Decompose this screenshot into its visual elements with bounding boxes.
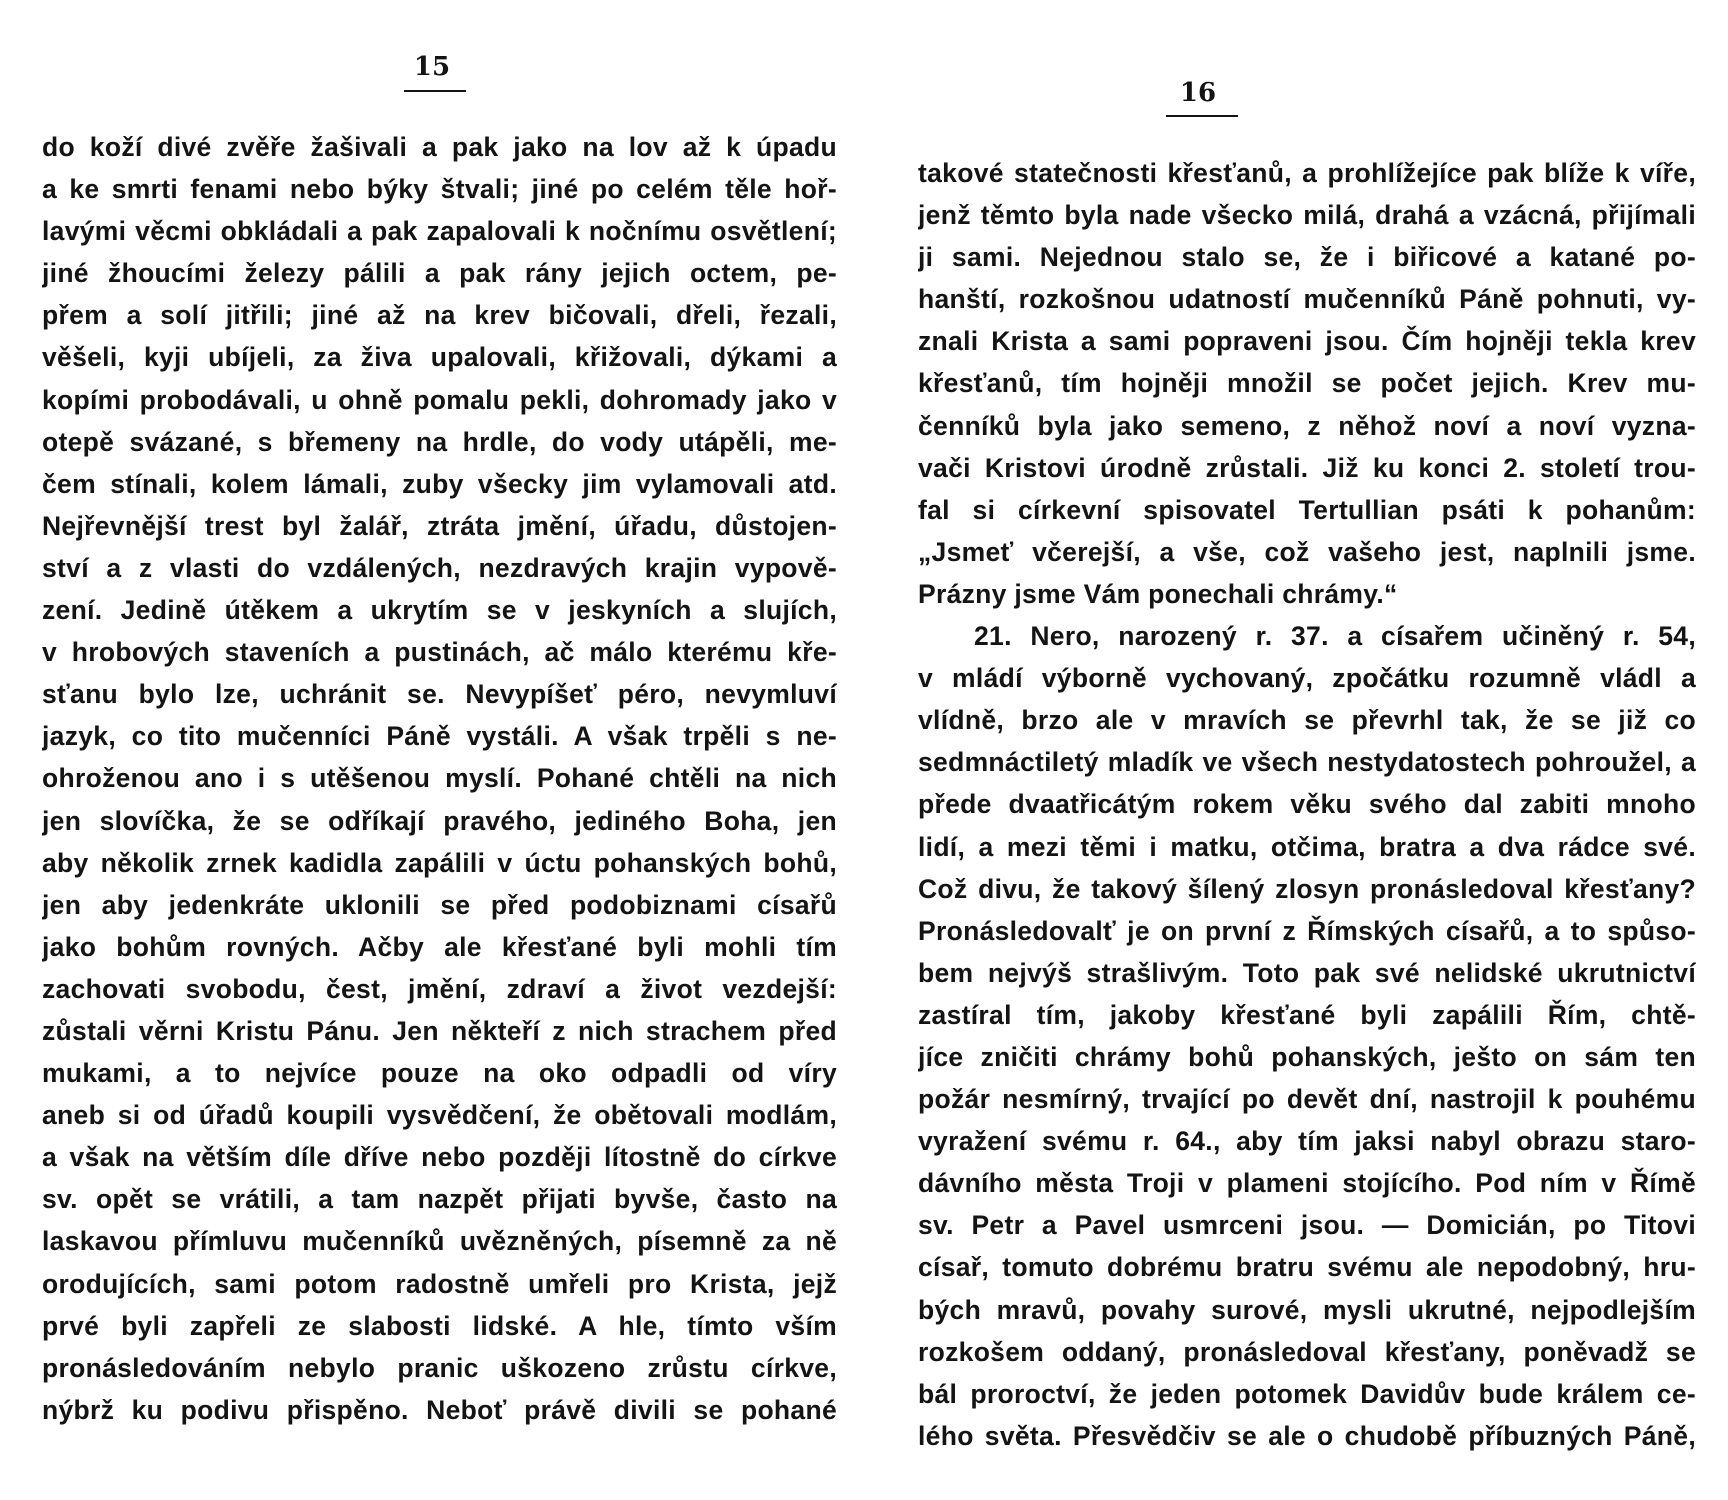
text-line: vači Kristovi úrodně zrůstali. Již ku konci 2. století trou- (918, 452, 1696, 483)
text-line: otepě svázané, s břemeny na hrdle, do vody utápěli, me- (42, 426, 837, 457)
text-line: zachovati svobodu, čest, jmění, zdraví a život vezdejší: (42, 973, 837, 1004)
text-line: lidí, a mezi těmi i matku, otčima, bratra a dva rádce své. (918, 831, 1696, 862)
text-line: fal si církevní spisovatel Tertullian psáti k pohanům: (918, 494, 1696, 525)
text-line: a ke smrti fenami nebo býky štvali; jiné po celém těle hoř- (42, 174, 837, 205)
text-line: laskavou přímluvu mučenníků uvězněných, písemně za ně (42, 1226, 837, 1257)
text-line: přem a solí jitřili; jiné až na krev bičovali, dřeli, řezali, (42, 300, 837, 331)
text-line: v mládí výborně vychovaný, zpočátku rozumně vládl a (918, 663, 1696, 694)
text-line: přede dvaatřicátým rokem věku svého dal zabiti mnoho (918, 789, 1696, 820)
text-line: bem nejvýš strašlivým. Toto pak své nelidské ukrutnictví (918, 957, 1696, 988)
page-body-text (42, 126, 837, 1431)
page-number: 15 (413, 52, 451, 82)
text-line: 21. Nero, narozený r. 37. a císařem učiněný r. 54, (974, 621, 1696, 652)
text-line: vyražení svému r. 64., aby tím jaksi nabyl obrazu staro- (918, 1126, 1696, 1157)
text-line: Což divu, že takový šílený zlosyn pronásledoval křesťany? (918, 873, 1696, 904)
text-line: sedmnáctiletý mladík ve všech nestydatostech pohroužel, a (918, 747, 1696, 778)
text-line: lavými věcmi obkládali a pak zapalovali k nočnímu osvětlení; (42, 216, 837, 247)
text-line: čem stínali, kolem lámali, zuby všecky jim vylamovali atd. (42, 468, 837, 499)
text-line: orodujících, sami potom radostně umřeli pro Krista, jejž (42, 1268, 837, 1299)
text-line: sv. opět se vrátili, a tam nazpět přijati byvše, často na (42, 1184, 837, 1215)
text-line: hanští, rozkošnou udatností mučenníků Páně pohnuti, vy- (918, 284, 1696, 315)
page-number: 16 (1179, 78, 1217, 108)
text-line: ohroženou ano i s utěšenou myslí. Pohané chtěli na nich (42, 763, 837, 794)
text-line: bál proroctví, že jeden potomek Davidův bude králem ce- (918, 1378, 1696, 1409)
text-line: rozkošem oddaný, pronásledoval křesťany, poněvadž se (918, 1336, 1696, 1367)
text-line: jenž těmto byla nade všecko milá, drahá a vzácná, přijímali (918, 200, 1696, 231)
text-line: křesťanů, tím hojněji množil se počet jejich. Krev mu- (918, 368, 1696, 399)
text-line: císař, tomuto dobrému bratru svému ale nepodobný, hru- (918, 1252, 1696, 1283)
text-line: Pronásledovalť je on první z Římských císařů, a to spůso- (918, 915, 1696, 946)
text-line: čenníků byla jako semeno, z něhož noví a noví vyzna- (918, 410, 1696, 441)
text-line: jen slovíčka, že se odříkají pravého, jediného Boha, jen (42, 805, 837, 836)
text-line: Prázny jsme Vám ponechali chrámy.“ (918, 578, 1398, 609)
text-line: ství a z vlasti do vzdálených, nezdravých krajin vypově- (42, 552, 837, 583)
page-number-rule (404, 90, 466, 92)
text-line: vlídně, brzo ale v mravích se převrhl tak, že se již co (918, 705, 1696, 736)
text-line: zastíral tím, jakoby křesťané byli zapálili Řím, chtě- (918, 999, 1696, 1030)
text-line: jazyk, co tito mučenníci Páně vystáli. A však trpěli s ne- (42, 721, 837, 752)
text-line: lého světa. Přesvědčiv se ale o chudobě příbuzných Páně, (918, 1420, 1696, 1451)
text-line: dávního města Troji v plameni stojícího. Pod ním v Římě (918, 1168, 1696, 1199)
text-line: zení. Jedině útěkem a ukrytím se v jeskyních a slujích, (42, 595, 837, 626)
text-line: nýbrž ku podivu přispěno. Neboť právě divili se pohané (42, 1394, 837, 1425)
text-line: ji sami. Nejednou stalo se, že i biřicové a katané po- (918, 242, 1696, 273)
page-number-rule (1166, 115, 1238, 117)
text-line: bých mravů, povahy surové, mysli ukrutné, nejpodlejším (918, 1294, 1696, 1325)
text-line: zůstali věrni Kristu Pánu. Jen někteří z nich strachem před (42, 1015, 837, 1046)
text-line: do koží divé zvěře žašivali a pak jako na lov až k úpadu (42, 132, 837, 162)
text-line: v hrobových staveních a pustinách, ač málo kterému kře- (42, 637, 837, 668)
text-line: jako bohům rovných. Ačby ale křesťané byli mohli tím (42, 931, 837, 962)
text-line: aneb si od úřadů koupili vysvědčení, že obětovali modlám, (42, 1100, 837, 1131)
text-line: prvé byli zapřeli ze slabosti lidské. A hle, tímto vším (42, 1310, 837, 1341)
text-line: jíce zničiti chrámy bohů pohanských, ješto on sám ten (918, 1041, 1696, 1072)
text-line: jiné žhoucími železy pálili a pak rány jejich octem, pe- (42, 258, 837, 289)
text-line: „Jsmeť včerejší, a vše, což vašeho jest, naplnili jsme. (918, 536, 1696, 567)
text-line: aby několik zrnek kadidla zapálili v úctu pohanských bohů, (42, 847, 837, 878)
text-line: a však na větším díle dříve nebo později lítostně do církve (42, 1142, 837, 1173)
text-line: požár nesmírný, trvající po devět dní, nastrojil k pouhému (918, 1084, 1696, 1115)
page-body-text (918, 152, 1696, 1457)
text-line: znali Krista a sami popraveni jsou. Čím hojněji tekla krev (918, 326, 1696, 357)
text-line: jen aby jedenkráte uklonili se před podobiznami císařů (42, 889, 837, 920)
text-line: Nejřevnější trest byl žalář, ztráta jmění, úřadu, důstojen- (42, 510, 837, 541)
text-line: takové statečnosti křesťanů, a prohlížejíce pak blíže k víře, (918, 158, 1696, 188)
text-line: věšeli, kyji ubíjeli, za živa upalovali, křižovali, dýkami a (42, 342, 837, 373)
text-line: sv. Petr a Pavel usmrceni jsou. — Domicián, po Titovi (918, 1210, 1696, 1241)
text-line: kopími probodávali, u ohně pomalu pekli, dohromady jako v (42, 384, 837, 415)
text-line: mukami, a to nejvíce pouze na oko odpadli od víry (42, 1058, 837, 1089)
text-line: pronásledováním nebylo pranic uškozeno zrůstu církve, (42, 1352, 837, 1383)
text-line: sťanu bylo lze, uchránit se. Nevypíšeť péro, nevymluví (42, 679, 837, 710)
